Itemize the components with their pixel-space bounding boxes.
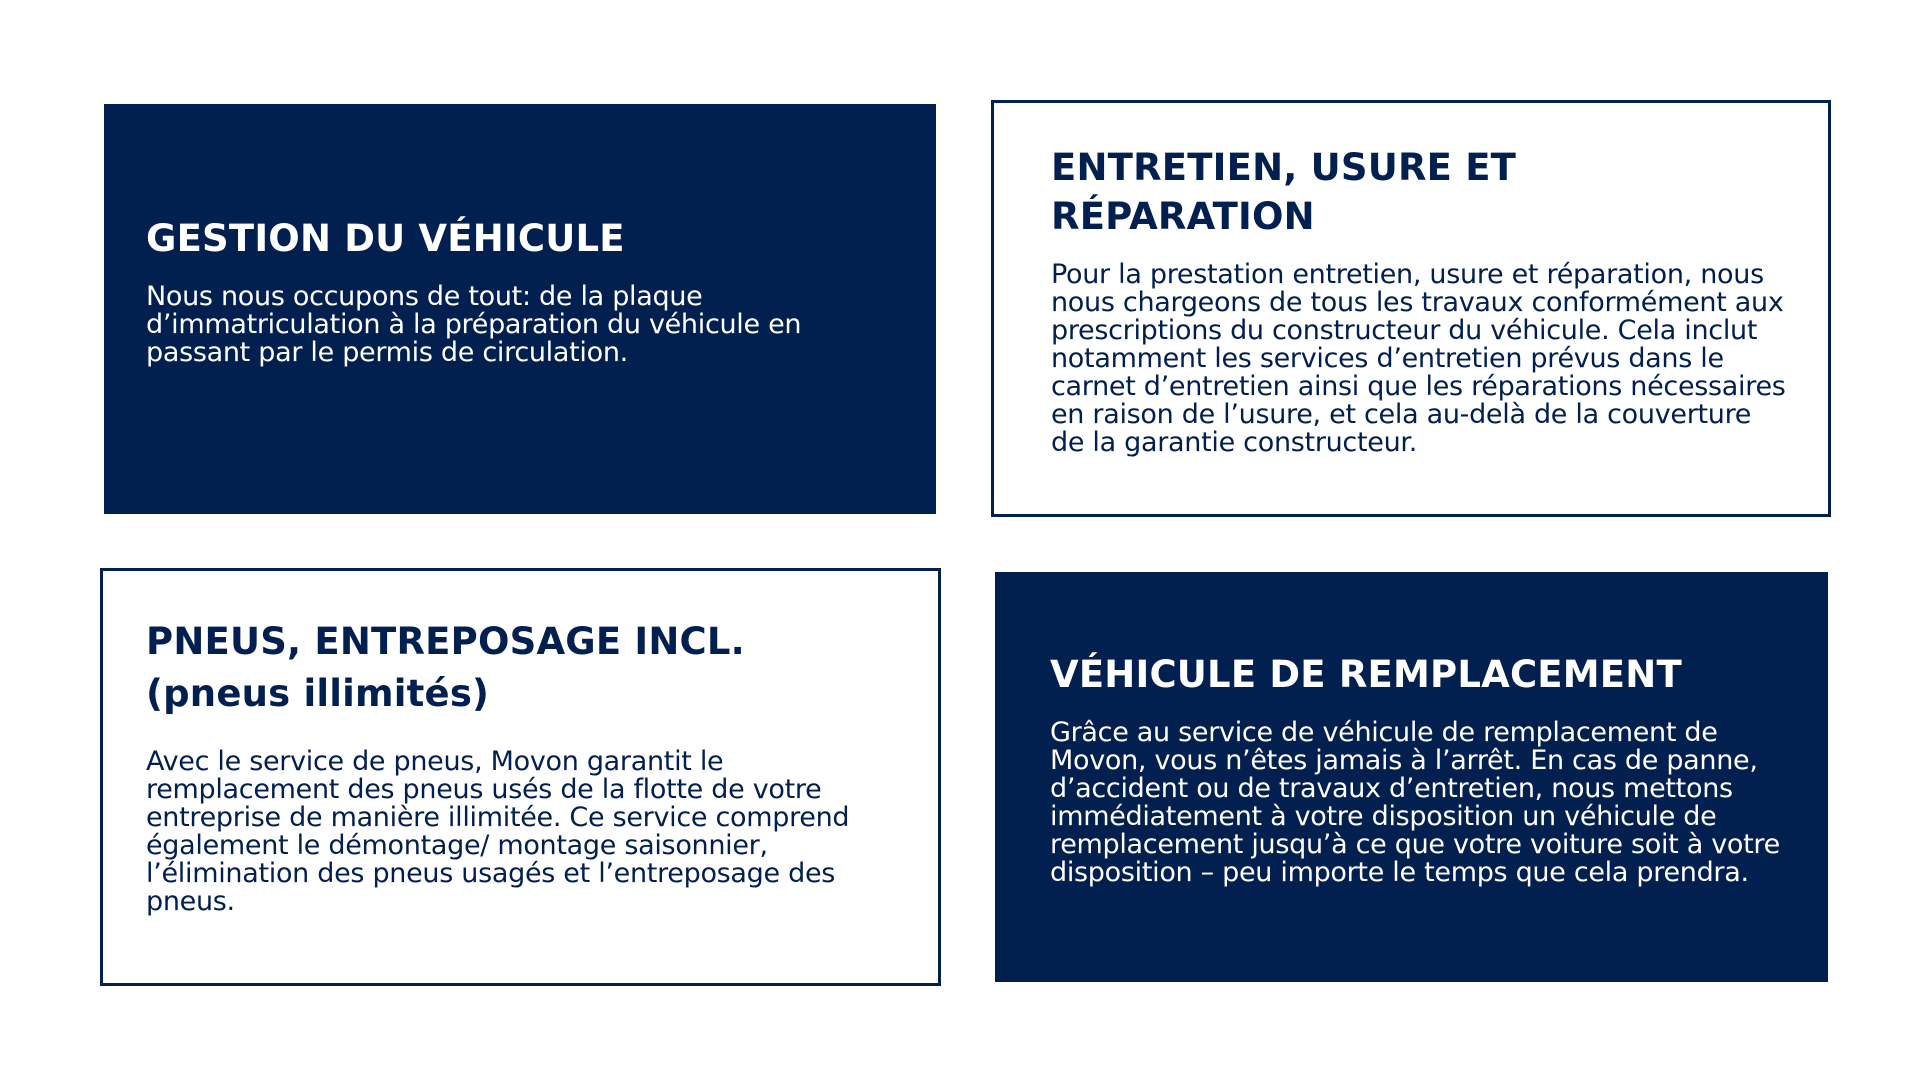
service-card-replacement-vehicle: [995, 572, 1828, 982]
card-description: Pour la prestation entretien, usure et réparation, nous nous chargeons de tous les travaux conformément aux prescriptions du constructeur du véhicule. Cela inclut notamment les services d’entretien prévus dans le carnet d’entretien ainsi que les réparations nécessaires en raison de l’usure, et cela au-delà de la couverture de la garantie constructeur.: [1051, 258, 1786, 458]
card-description: Grâce au service de véhicule de remplacement de Movon, vous n’êtes jamais à l’arrêt. En cas de panne, d’accident ou de travaux d’entretien, nous mettons immédiatement à votre disposition un véhicule de remplacement jusqu’à ce que votre voiture soit à votre disposition – peu importe le temps que cela prendra.: [1050, 717, 1780, 889]
service-card-maintenance: [991, 100, 1831, 517]
card-title: ENTRETIEN, USURE ET RÉPARATION: [1051, 146, 1517, 238]
card-subtitle: (pneus illimités): [146, 672, 490, 715]
card-heading: [146, 618, 898, 718]
card-title: PNEUS, ENTREPOSAGE INCL.: [146, 619, 745, 663]
service-card-tyres: [100, 568, 941, 986]
card-title: GESTION DU VÉHICULE: [146, 216, 625, 260]
service-card-vehicle-management: [104, 104, 936, 514]
card-description: Nous nous occupons de tout: de la plaque d’immatriculation à la préparation du véhicule en passant par le permis de circulation.: [146, 281, 802, 369]
card-title: VÉHICULE DE REMPLACEMENT: [1050, 652, 1682, 696]
card-description: Avec le service de pneus, Movon garantit le remplacement des pneus usés de la flotte de votre entreprise de manière illimitée. Ce service comprend également le démontage/ montage saisonnier, l’élimination des pneus usagés et l’entreposage des pneus.: [146, 746, 850, 918]
